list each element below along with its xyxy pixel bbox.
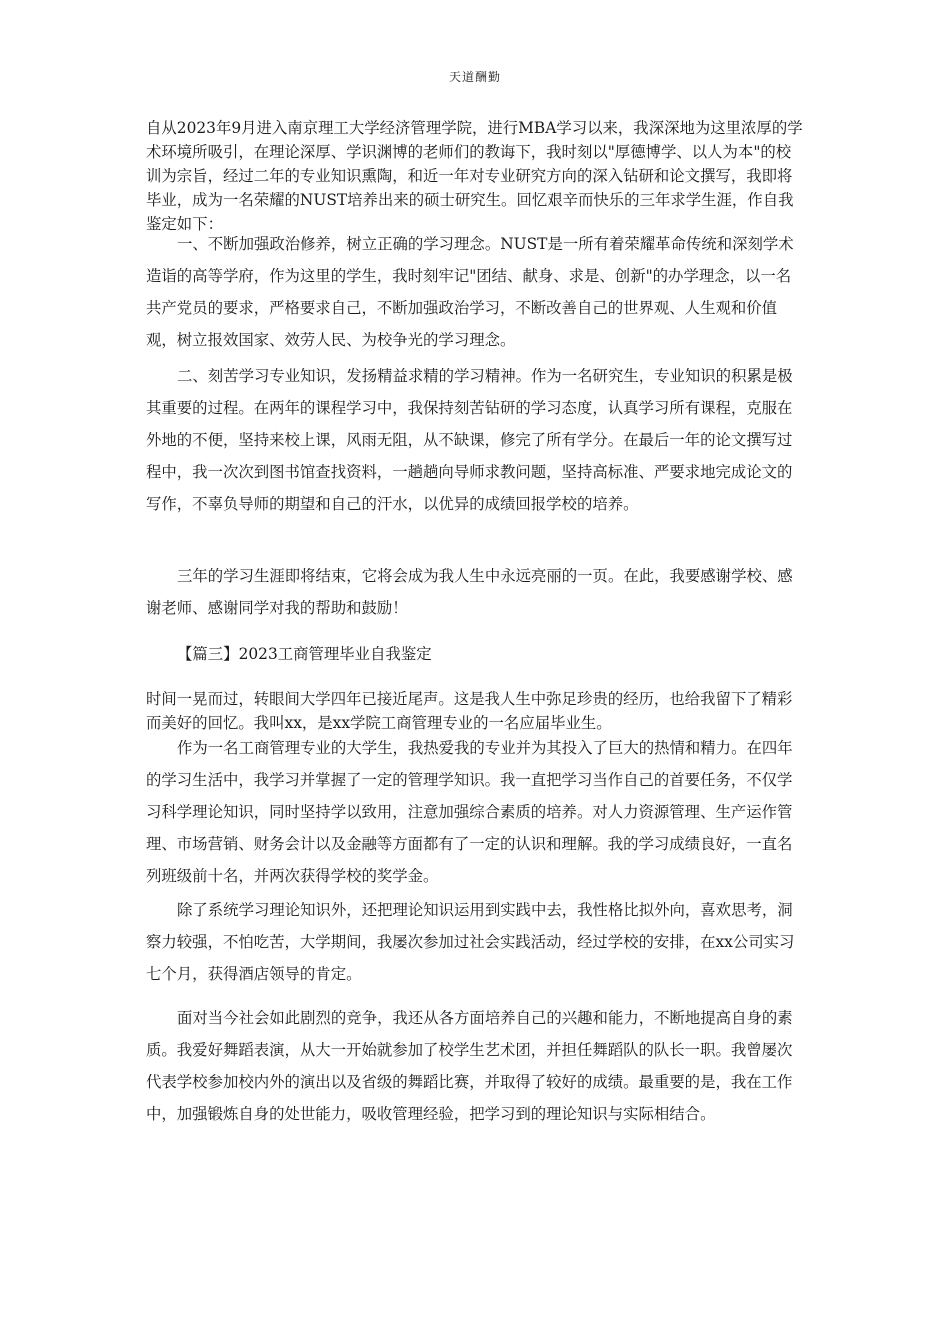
section-one-paragraph: 一、不断加强政治修养，树立正确的学习理念。NUST是一所有着荣耀革命传统和深刻学术造诣的高等学府，作为这里的学生，我时刻牢记"团结、献身、求是、创新"的办学理念，以一名共产党员的要求，严格要求自己，不断加强政治学习，不断改善自己的世界观、人生观和价值观，树立报效国家、效劳人民、为校争光的学习理念。 (146, 235, 794, 349)
abilities-paragraph: 面对当今社会如此剧烈的竞争，我还从各方面培养自己的兴趣和能力，不断地提高自身的素质。我爱好舞蹈表演，从大一开始就参加了校学生艺术团，并担任舞蹈队的队长一职。我曾屡次代表学校参加校内外的演出以及省级的舞蹈比赛，并取得了较好的成绩。最重要的是，我在工作中，加强锻炼自身的处世能力，吸收管理经验，把学习到的理论知识与实际相结合。 (146, 1009, 793, 1123)
practice-paragraph: 除了系统学习理论知识外，还把理论知识运用到实践中去，我性格比拟外向，喜欢思考，洞察力较强，不怕吃苦，大学期间，我屡次参加过社会实践活动，经过学校的安排，在xx公司实习七个月，获得酒店领导的肯定。 (146, 901, 795, 983)
article-three-heading: 【篇三】2023工商管理毕业自我鉴定 (177, 645, 432, 663)
major-study-paragraph: 作为一名工商管理专业的大学生，我热爱我的专业并为其投入了巨大的热情和精力。在四年的学习生活中，我学习并掌握了一定的管理学知识。我一直把学习当作自己的首要任务，不仅学习科学理论知识，同时坚持学以致用，注意加强综合素质的培养。对人力资源管理、生产运作管理、市场营销、财务会计以及金融等方面都有了一定的认识和理解。我的学习成绩良好，一直名列班级前十名，并两次获得学校的奖学金。 (146, 739, 793, 885)
page-header: 天道酬勤 (448, 70, 501, 84)
article-three-intro-paragraph: 时间一晃而过，转眼间大学四年已接近尾声。这是我人生中弥足珍贵的经历，也给我留下了精彩而美好的回忆。我叫xx，是xx学院工商管理专业的一名应届毕业生。 (146, 690, 793, 732)
intro-paragraph: 自从2023年9月进入南京理工大学经济管理学院，进行MBA学习以来，我深深地为这里浓厚的学术环境所吸引，在理论深厚、学识渊博的老师们的教诲下，我时刻以"厚德博学、以人为本"的校训为宗旨，经过二年的专业知识熏陶，和近一年对专业研究方向的深入钻研和论文撰写，我即将毕业，成为一名荣耀的NUST培养出来的硕士研究生。回忆艰辛而快乐的三年求学生涯，作自我鉴定如下： (146, 119, 803, 233)
section-two-paragraph: 二、刻苦学习专业知识，发扬精益求精的学习精神。作为一名研究生，专业知识的积累是极其重要的过程。在两年的课程学习中，我保持刻苦钻研的学习态度，认真学习所有课程，克服在外地的不便，坚持来校上课，风雨无阻，从不缺课，修完了所有学分。在最后一年的论文撰写过程中，我一次次到图书馆查找资料，一趟趟向导师求教问题，坚持高标准、严要求地完成论文的写作，不辜负导师的期望和自己的汗水，以优异的成绩回报学校的培养。 (146, 367, 793, 513)
closing-paragraph: 三年的学习生涯即将结束，它将会成为我人生中永远亮丽的一页。在此，我要感谢学校、感谢老师、感谢同学对我的帮助和鼓励！ (146, 567, 793, 617)
